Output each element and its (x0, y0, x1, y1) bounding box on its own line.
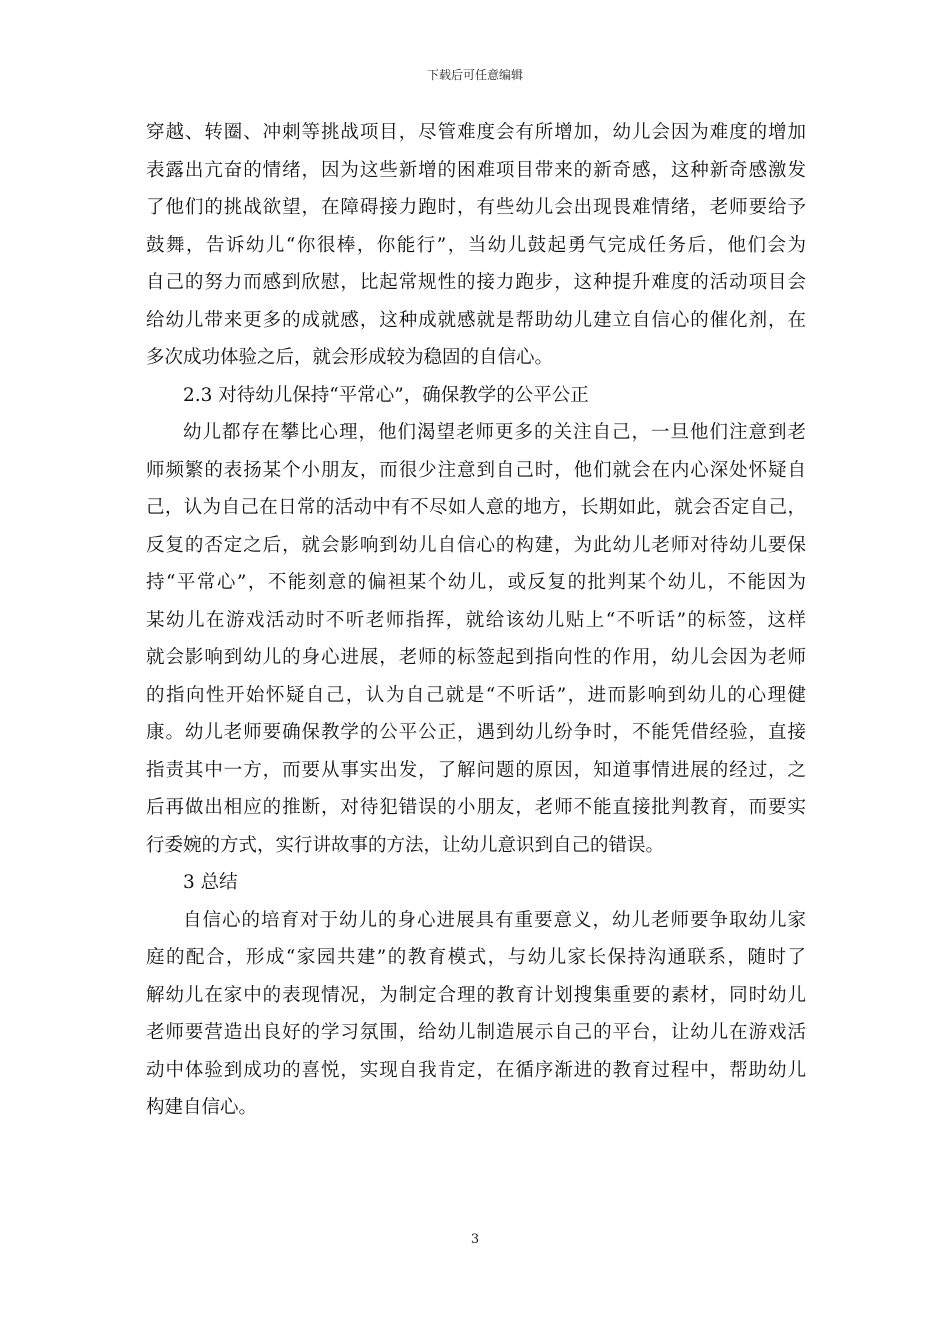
paragraph-line: 某幼儿在游戏活动时不听老师指挥，就给该幼儿贴上“不听话”的标签，这样 (146, 609, 806, 631)
paragraph-line: 康。幼儿老师要确保教学的公平公正，遇到幼儿纷争时，不能凭借经验，直接 (146, 722, 806, 743)
paragraph-line: 就会影响到幼儿的身心进展，老师的标签起到指向性的作用，幼儿会因为老师 (146, 647, 806, 668)
paragraph-line: 穿越、转圈、冲刺等挑战项目，尽管难度会有所增加，幼儿会因为难度的增加 (146, 122, 806, 143)
paragraph-line: 持“平常心”，不能刻意的偏袒某个幼儿，或反复的批判某个幼儿，不能因为 (146, 572, 806, 593)
section-heading-3: 3 总结 (183, 872, 238, 893)
paragraph-line: 构建自信心。 (146, 1097, 258, 1118)
paragraph-line: 自信心的培育对于幼儿的身心进展具有重要意义，幼儿老师要争取幼儿家 (183, 909, 806, 931)
page-header: 下载后可任意编辑 (426, 68, 523, 82)
paragraph-line: 行委婉的方式，实行讲故事的方法，让幼儿意识到自己的错误。 (146, 834, 665, 856)
paragraph-line: 后再做出相应的推断，对待犯错误的小朋友，老师不能直接批判教育，而要实 (146, 797, 806, 818)
section-heading-2-3: 2.3 对待幼儿保持“平常心”，确保教学的公平公正 (183, 384, 589, 406)
paragraph-line: 的指向性开始怀疑自己，认为自己就是“不听话”，进而影响到幼儿的心理健 (146, 684, 806, 706)
paragraph-line: 动中体验到成功的喜悦，实现自我肯定，在循序渐进的教育过程中，帮助幼儿 (146, 1059, 806, 1081)
document-body (146, 114, 806, 1127)
paragraph-line: 鼓舞，告诉幼儿“你很棒，你能行”，当幼儿鼓起勇气完成任务后，他们会为 (146, 234, 806, 256)
paragraph-2-3 (146, 414, 806, 864)
paragraph-line: 表露出亢奋的情绪，因为这些新增的困难项目带来的新奇感，这种新奇感激发 (146, 159, 806, 181)
paragraph-line: 老师要营造出良好的学习氛围，给幼儿制造展示自己的平台，让幼儿在游戏活 (146, 1022, 806, 1043)
paragraph-line: 师频繁的表扬某个小朋友，而很少注意到自己时，他们就会在内心深处怀疑自 (146, 459, 806, 481)
paragraph-line: 幼儿都存在攀比心理，他们渴望老师更多的关注自己，一旦他们注意到老 (183, 422, 806, 443)
paragraph-continued (146, 114, 806, 377)
paragraph-3 (146, 902, 806, 1127)
paragraph-line: 给幼儿带来更多的成就感，这种成就感就是帮助幼儿建立自信心的催化剂，在 (146, 309, 806, 331)
paragraph-line: 反复的否定之后，就会影响到幼儿自信心的构建，为此幼儿老师对待幼儿要保 (146, 534, 806, 556)
paragraph-line: 己，认为自己在日常的活动中有不尽如人意的地方，长期如此，就会否定自己， (146, 497, 806, 518)
paragraph-line: 了他们的挑战欲望，在障碍接力跑时，有些幼儿会出现畏难情绪，老师要给予 (146, 197, 806, 218)
paragraph-line: 庭的配合，形成“家园共建”的教育模式，与幼儿家长保持沟通联系，随时了 (146, 947, 806, 968)
paragraph-line: 解幼儿在家中的表现情况，为制定合理的教育计划搜集重要的素材，同时幼儿 (146, 984, 806, 1006)
paragraph-line: 多次成功体验之后，就会形成较为稳固的自信心。 (146, 347, 554, 368)
paragraph-line: 指责其中一方，而要从事实出发，了解问题的原因，知道事情进展的经过，之 (146, 759, 806, 781)
page-number: 3 (470, 1232, 480, 1247)
paragraph-line: 自己的努力而感到欣慰，比起常规性的接力跑步，这种提升难度的活动项目会 (146, 272, 806, 293)
